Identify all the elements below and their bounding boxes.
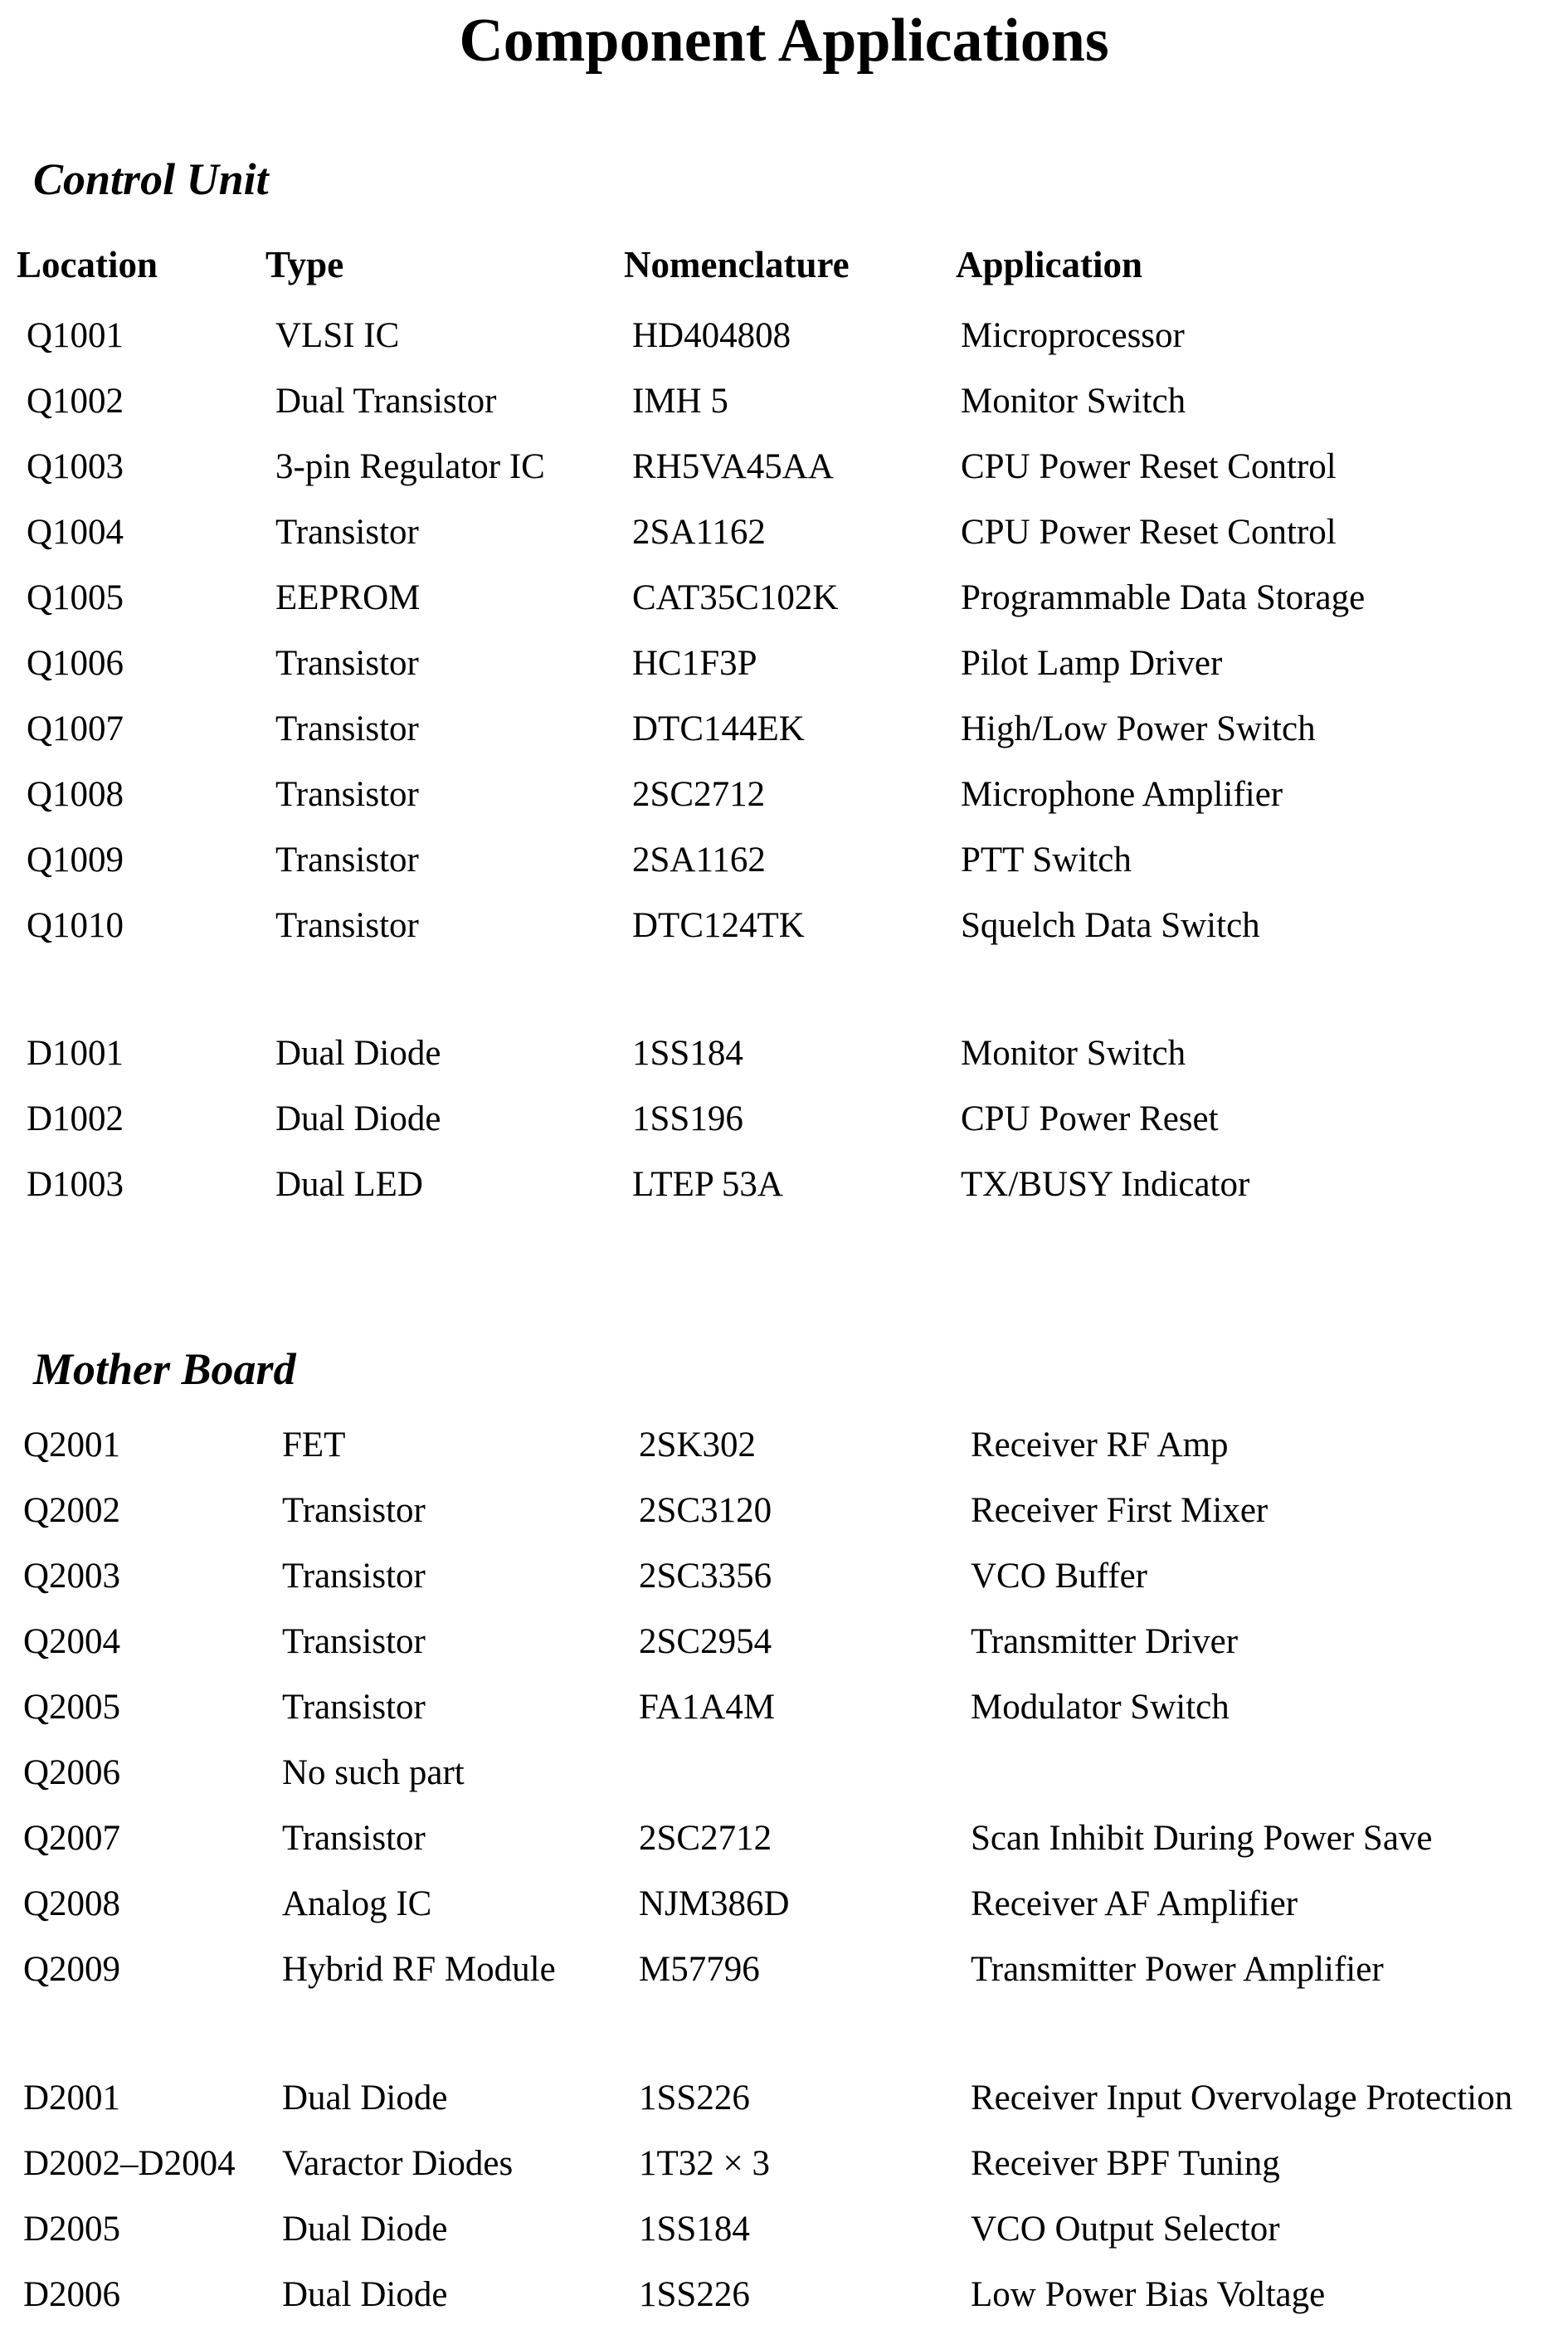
cell-type: VLSI IC [275,316,400,355]
cell-location: Q2006 [23,1753,121,1792]
cell-type: Dual Diode [275,1034,441,1073]
cell-nomenclature: 1SS184 [632,1034,743,1073]
table-row [0,371,1568,432]
cell-type: Dual Diode [282,2275,448,2314]
cell-type: Transistor [275,513,419,552]
cell-application: Transmitter Power Amplifier [971,1950,1384,1989]
cell-nomenclature: 2SC2712 [639,1819,772,1858]
cell-application: Scan Inhibit During Power Save [971,1819,1433,1858]
cell-application: Receiver Input Overvolage Protection [971,2079,1513,2118]
cell-location: Q2002 [23,1491,121,1530]
cell-application: VCO Output Selector [971,2210,1280,2249]
cell-type: Dual LED [275,1165,423,1204]
cell-nomenclature: LTEP 53A [632,1165,783,1204]
table-row [0,1874,1568,1935]
cell-location: Q1002 [27,382,124,421]
cell-application: CPU Power Reset Control [961,447,1337,486]
table-row [0,1089,1568,1150]
table-row [0,502,1568,563]
cell-location: D2005 [23,2210,121,2249]
cell-type: Dual Diode [282,2079,448,2118]
cell-type: Varactor Diodes [282,2144,514,2183]
page-title: Component Applications [459,7,1109,75]
table-row [0,1611,1568,1673]
cell-location: Q2001 [23,1425,121,1464]
cell-nomenclature: 2SC2712 [632,775,766,814]
cell-location: Q2004 [23,1622,121,1661]
table-row [0,2264,1568,2326]
cell-application: Squelch Data Switch [961,906,1260,945]
table-row [0,1677,1568,1738]
cell-application: Receiver First Mixer [971,1491,1269,1530]
cell-application: Low Power Bias Voltage [971,2275,1326,2314]
table-row [0,1023,1568,1084]
cell-nomenclature: 2SC2954 [639,1622,772,1661]
cell-type: Transistor [282,1688,426,1727]
cell-application: TX/BUSY Indicator [961,1165,1250,1204]
table-row [0,2068,1568,2129]
table-row [0,2199,1568,2260]
cell-nomenclature: 1SS196 [632,1099,743,1138]
cell-type: Transistor [282,1491,426,1530]
cell-nomenclature: IMH 5 [632,382,728,421]
cell-type: Dual Diode [282,2210,448,2249]
cell-type: Transistor [275,644,419,683]
cell-type: Transistor [275,775,419,814]
table-row [0,568,1568,629]
cell-nomenclature: 2SC3356 [639,1557,772,1596]
table-row [0,895,1568,957]
cell-application: High/Low Power Switch [961,709,1316,748]
cell-nomenclature: M57796 [639,1950,760,1989]
table-row [0,830,1568,891]
cell-location: Q2009 [23,1950,121,1989]
cell-application: PTT Switch [961,841,1132,880]
column-header-nomenclature: Nomenclature [624,244,850,285]
cell-type: FET [282,1425,346,1464]
cell-location: Q2005 [23,1688,121,1727]
column-header-location: Location [17,244,158,285]
cell-application: Monitor Switch [961,1034,1186,1073]
cell-application: Microprocessor [961,316,1185,355]
cell-nomenclature: DTC124TK [632,906,805,945]
cell-location: Q1006 [27,644,124,683]
cell-nomenclature: 1SS184 [639,2210,750,2249]
table-row [0,633,1568,694]
table-row [0,1742,1568,1804]
cell-application: CPU Power Reset [961,1099,1219,1138]
cell-application: Monitor Switch [961,382,1186,421]
cell-nomenclature: RH5VA45AA [632,447,834,486]
cell-application: Receiver AF Amplifier [971,1884,1298,1923]
cell-type: Transistor [282,1819,426,1858]
table-row [0,1480,1568,1542]
table-row [0,764,1568,826]
cell-nomenclature: 1SS226 [639,2275,750,2314]
table-row [0,1415,1568,1476]
cell-type: Transistor [282,1557,426,1596]
table-row [0,1546,1568,1607]
cell-nomenclature: NJM386D [639,1884,790,1923]
cell-application: Receiver RF Amp [971,1425,1229,1464]
cell-location: Q1001 [27,316,124,355]
cell-nomenclature: 2SK302 [639,1425,756,1464]
table-row [0,1939,1568,2001]
table-row [0,305,1568,367]
cell-application: VCO Buffer [971,1557,1147,1596]
cell-nomenclature: 2SA1162 [632,841,766,880]
cell-location: D2001 [23,2079,121,2118]
cell-type: EEPROM [275,578,421,617]
cell-location: Q2007 [23,1819,121,1858]
cell-application: Pilot Lamp Driver [961,644,1223,683]
cell-nomenclature: HC1F3P [632,644,757,683]
column-header-type: Type [265,244,344,285]
cell-nomenclature: FA1A4M [639,1688,776,1727]
cell-application: Microphone Amplifier [961,775,1283,814]
cell-location: Q1007 [27,709,124,748]
table-row [0,1808,1568,1869]
cell-application: Modulator Switch [971,1688,1230,1727]
cell-location: Q1010 [27,906,124,945]
cell-application: Programmable Data Storage [961,578,1366,617]
cell-type: Transistor [275,709,419,748]
column-header-application: Application [956,244,1143,285]
cell-location: D1003 [27,1165,124,1204]
cell-type: Hybrid RF Module [282,1950,556,1989]
cell-type: 3-pin Regulator IC [275,447,545,486]
section-heading-mother-board: Mother Board [33,1344,296,1394]
cell-location: Q1009 [27,841,124,880]
cell-type: Dual Transistor [275,382,497,421]
cell-location: Q1003 [27,447,124,486]
cell-location: D1001 [27,1034,124,1073]
cell-nomenclature: DTC144EK [632,709,805,748]
cell-location: D1002 [27,1099,124,1138]
cell-location: Q1004 [27,513,124,552]
cell-type: No such part [282,1753,465,1792]
table-row [0,436,1568,498]
cell-type: Analog IC [282,1884,432,1923]
cell-nomenclature: 2SA1162 [632,513,766,552]
cell-type: Transistor [275,906,419,945]
cell-location: Q1008 [27,775,124,814]
cell-location: Q2008 [23,1884,121,1923]
cell-nomenclature: HD404808 [632,316,791,355]
cell-type: Transistor [282,1622,426,1661]
cell-application: Receiver BPF Tuning [971,2144,1280,2183]
table-row [0,699,1568,760]
cell-nomenclature: 2SC3120 [639,1491,772,1530]
cell-location: Q2003 [23,1557,121,1596]
table-header-row [0,234,1568,295]
cell-location: D2002–D2004 [23,2144,236,2183]
cell-location: D2006 [23,2275,121,2314]
cell-application: Transmitter Driver [971,1622,1239,1661]
cell-nomenclature: 1T32 × 3 [639,2144,771,2183]
cell-nomenclature: CAT35C102K [632,578,839,617]
cell-application: CPU Power Reset Control [961,513,1337,552]
cell-nomenclature: 1SS226 [639,2079,750,2118]
section-heading-control-unit: Control Unit [33,154,269,204]
cell-type: Transistor [275,841,419,880]
table-row [0,1154,1568,1216]
table-row [0,2133,1568,2195]
cell-type: Dual Diode [275,1099,441,1138]
cell-location: Q1005 [27,578,124,617]
